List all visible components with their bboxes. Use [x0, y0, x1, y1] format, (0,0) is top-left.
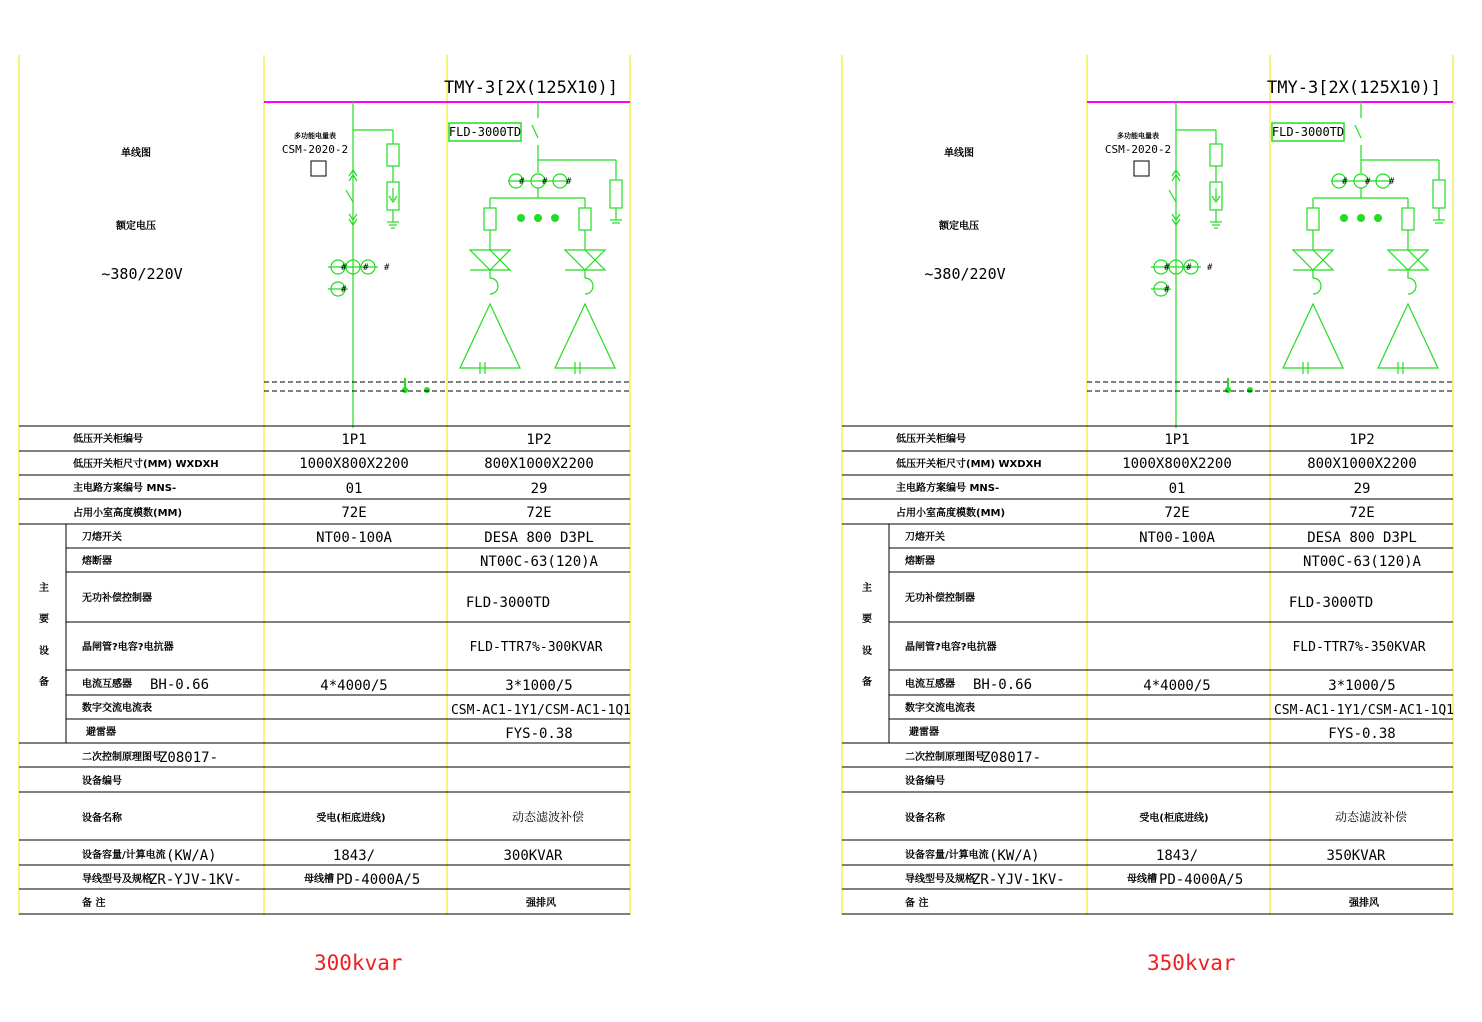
col1-capacity: 1843/: [1155, 848, 1199, 864]
ct-marks: [1164, 263, 1213, 295]
svg-text:要: 要: [39, 614, 49, 625]
svg-text:#: #: [1342, 177, 1348, 187]
svg-text:#: #: [1207, 263, 1213, 273]
col1-equipment-name: 受电(柜底进线): [316, 813, 386, 824]
col2-ct: 3*1000/5: [505, 678, 573, 694]
cable-model: ZR-YJV-1KV-: [972, 872, 1065, 888]
svg-text:#: #: [341, 285, 347, 295]
ct-marks-2: [519, 177, 572, 187]
col2-arrester: FYS-0.38: [505, 726, 573, 742]
panel-drawing: [841, 0, 1461, 1018]
meter-label: 多功能电量表: [1117, 132, 1159, 140]
svg-text:#: #: [542, 177, 548, 187]
label-cabinet-no: 低压开关柜编号: [896, 434, 966, 445]
label-arrester: 避雷器: [909, 727, 939, 738]
col2-scheme: 29: [1353, 481, 1371, 497]
label-capacity: 设备容量/计算电流: [82, 850, 166, 861]
label-knife-switch: 刀熔开关: [82, 532, 122, 543]
col2-cabinet-no: 1P2: [1349, 432, 1375, 448]
panel-350kvar: [841, 0, 1461, 1018]
label-cabinet-size: 低压开关柜尺寸(MM) WXDXH: [896, 459, 1042, 470]
label-secondary-diagram: 二次控制原理图号: [905, 752, 985, 763]
label-arrester: 避雷器: [86, 727, 116, 738]
svg-text:#: #: [341, 263, 347, 273]
label-equipment-name: 设备名称: [905, 813, 945, 824]
ct-marks: [341, 263, 390, 295]
col2-remarks: 强排风: [1349, 898, 1379, 909]
col1-values: [299, 432, 409, 864]
col2-ammeter: CSM-AC1-1Y1/CSM-AC1-1Q1: [450, 703, 632, 718]
svg-text:#: #: [1186, 263, 1192, 273]
busbar-label: TMY-3[2X(125X10)]: [1267, 78, 1441, 98]
table-grid: [842, 426, 1453, 914]
controller-box-label: FLD-3000TD: [1271, 125, 1345, 139]
label-fuse: 熔断器: [905, 556, 935, 567]
compensation-circuit: [1283, 102, 1445, 374]
ct-model: BH-0.66: [973, 677, 1033, 693]
col1-cable-prefix: 母线槽: [1127, 874, 1157, 885]
svg-text:#: #: [363, 263, 369, 273]
col1-ct: 4*4000/5: [320, 678, 388, 694]
capacity-unit: (KW/A): [989, 848, 1040, 864]
label-module-height: 占用小室高度模数(MM): [896, 508, 1006, 519]
voltage-value: ~380/220V: [924, 265, 1006, 283]
svg-text:设: 设: [39, 646, 49, 657]
col2-size: 800X1000X2200: [484, 456, 594, 472]
col1-knife-switch: NT00-100A: [1139, 530, 1215, 546]
secondary-no: Z08017-: [159, 750, 219, 766]
col2-capacity: 350KVAR: [1326, 848, 1386, 864]
label-scheme-no: 主电路方案编号 MNS-: [896, 483, 1000, 494]
label-remarks: 备 注: [905, 898, 929, 909]
single-line-label: 单线图: [944, 148, 974, 159]
label-digital-ammeter: 数字交流电流表: [82, 703, 152, 714]
label-cable: 导线型号及规格: [905, 874, 975, 885]
panel-300kvar: [18, 0, 638, 1018]
svg-text:#: #: [1164, 263, 1170, 273]
label-digital-ammeter: 数字交流电流表: [905, 703, 975, 714]
col1-scheme: 01: [345, 481, 363, 497]
label-secondary-diagram: 二次控制原理图号: [82, 752, 162, 763]
rated-voltage-label: 额定电压: [116, 221, 156, 232]
label-cabinet-size: 低压开关柜尺寸(MM) WXDXH: [73, 459, 219, 470]
label-equipment-no: 设备编号: [905, 776, 945, 787]
col2-equipment-name: 动态滤波补偿: [1334, 810, 1408, 824]
col1-height: 72E: [341, 505, 367, 521]
single-line-label: 单线图: [121, 148, 151, 159]
col2-values: [451, 432, 631, 864]
col2-knife-switch: DESA 800 D3PL: [484, 530, 594, 546]
col1-cabinet-no: 1P1: [341, 432, 367, 448]
col2-controller: FLD-3000TD: [1288, 595, 1374, 611]
meter-label: 多功能电量表: [294, 132, 336, 140]
col2-knife-switch: DESA 800 D3PL: [1307, 530, 1417, 546]
col2-thyristor: FLD-TTR7%-300KVAR: [469, 640, 603, 655]
label-fuse: 熔断器: [82, 556, 112, 567]
label-current-transformer: 电流互感器: [82, 679, 132, 690]
label-capacity: 设备容量/计算电流: [905, 850, 989, 861]
col2-capacity: 300KVAR: [503, 848, 563, 864]
svg-text:设: 设: [862, 646, 872, 657]
svg-text:备: 备: [39, 677, 49, 688]
col2-arrester: FYS-0.38: [1328, 726, 1396, 742]
cable-model: ZR-YJV-1KV-: [149, 872, 242, 888]
col1-size: 1000X800X2200: [1122, 456, 1232, 472]
col2-scheme: 29: [530, 481, 548, 497]
svg-text:主: 主: [862, 583, 872, 594]
col2-height: 72E: [1349, 505, 1375, 521]
rated-voltage-label: 额定电压: [939, 221, 979, 232]
col2-controller: FLD-3000TD: [465, 595, 551, 611]
caption-right: 350kvar: [1147, 951, 1236, 975]
meter-icon: [1134, 161, 1149, 176]
label-thyristor: 晶闸管?电容?电抗器: [82, 642, 174, 653]
svg-text:#: #: [1365, 177, 1371, 187]
label-equipment-no: 设备编号: [82, 776, 122, 787]
col2-ct: 3*1000/5: [1328, 678, 1396, 694]
col1-knife-switch: NT00-100A: [316, 530, 392, 546]
col2-cabinet-no: 1P2: [526, 432, 552, 448]
label-main-equipment: [39, 581, 49, 688]
svg-text:#: #: [384, 263, 390, 273]
svg-text:#: #: [566, 177, 572, 187]
col2-remarks: 强排风: [526, 898, 556, 909]
svg-text:#: #: [1389, 177, 1395, 187]
col1-capacity: 1843/: [332, 848, 376, 864]
col1-height: 72E: [1164, 505, 1190, 521]
secondary-no: Z08017-: [982, 750, 1042, 766]
label-reactive-controller: 无功补偿控制器: [905, 593, 975, 604]
voltage-value: ~380/220V: [101, 265, 183, 283]
col1-size: 1000X800X2200: [299, 456, 409, 472]
label-module-height: 占用小室高度模数(MM): [73, 508, 183, 519]
label-thyristor: 晶闸管?电容?电抗器: [905, 642, 997, 653]
label-reactive-controller: 无功补偿控制器: [82, 593, 152, 604]
col1-cable: PD-4000A/5: [1159, 872, 1244, 888]
col1-equipment-name: 受电(柜底进线): [1139, 813, 1209, 824]
col2-fuse: NT00C-63(120)A: [479, 554, 599, 570]
col1-ct: 4*4000/5: [1143, 678, 1211, 694]
col2-thyristor: FLD-TTR7%-350KVAR: [1292, 640, 1426, 655]
label-scheme-no: 主电路方案编号 MNS-: [73, 483, 177, 494]
col1-scheme: 01: [1168, 481, 1186, 497]
busbar-label: TMY-3[2X(125X10)]: [444, 78, 618, 98]
col1-cabinet-no: 1P1: [1164, 432, 1190, 448]
svg-text:#: #: [519, 177, 525, 187]
col1-values: [1122, 432, 1232, 864]
controller-box-label: FLD-3000TD: [448, 125, 522, 139]
col2-fuse: NT00C-63(120)A: [1302, 554, 1422, 570]
svg-text:备: 备: [862, 677, 872, 688]
ct-model: BH-0.66: [150, 677, 210, 693]
label-cabinet-no: 低压开关柜编号: [73, 434, 143, 445]
meter-model: CSM-2020-2: [281, 143, 349, 156]
label-cable: 导线型号及规格: [82, 874, 152, 885]
svg-text:#: #: [1164, 285, 1170, 295]
col2-equipment-name: 动态滤波补偿: [511, 810, 585, 824]
compensation-circuit: [460, 102, 622, 374]
caption-left: 300kvar: [314, 951, 403, 975]
meter-icon: [311, 161, 326, 176]
table-grid: [19, 426, 630, 914]
svg-text:要: 要: [862, 614, 872, 625]
col2-height: 72E: [526, 505, 552, 521]
capacity-unit: (KW/A): [166, 848, 217, 864]
meter-model: CSM-2020-2: [1104, 143, 1172, 156]
label-main-equipment: [862, 581, 872, 688]
col1-cable: PD-4000A/5: [336, 872, 421, 888]
label-knife-switch: 刀熔开关: [905, 532, 945, 543]
panel-drawing: [18, 0, 638, 1018]
col2-ammeter: CSM-AC1-1Y1/CSM-AC1-1Q1: [1273, 703, 1455, 718]
label-equipment-name: 设备名称: [82, 813, 122, 824]
svg-text:主: 主: [39, 583, 49, 594]
label-remarks: 备 注: [82, 898, 106, 909]
ct-marks-2: [1342, 177, 1395, 187]
col2-size: 800X1000X2200: [1307, 456, 1417, 472]
col1-cable-prefix: 母线槽: [304, 874, 334, 885]
col2-values: [1274, 432, 1454, 864]
label-current-transformer: 电流互感器: [905, 679, 955, 690]
